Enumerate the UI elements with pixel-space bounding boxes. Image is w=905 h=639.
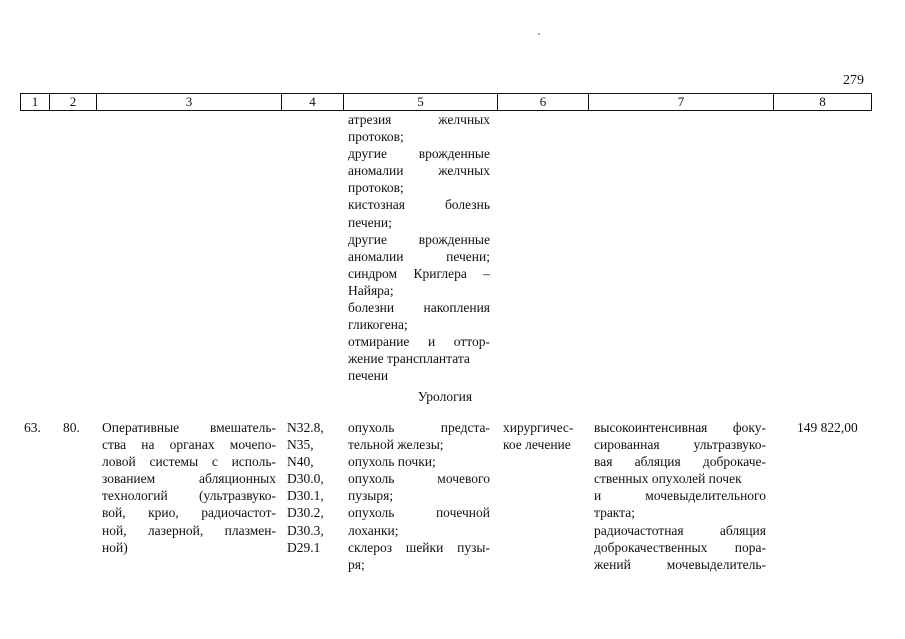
word: болезни [348, 300, 395, 316]
text-line [348, 504, 490, 521]
text-line [348, 299, 490, 316]
word: жений [594, 556, 631, 572]
text-line: пузыря; [348, 488, 394, 504]
word: шейки [405, 539, 444, 555]
word: Оперативные [102, 420, 180, 435]
text-line [594, 419, 766, 436]
word: исполь- [231, 454, 276, 470]
row-number: 63. [24, 420, 41, 435]
text-line [348, 419, 490, 436]
text-line: опухоль почки; [348, 454, 436, 470]
word: ной, [102, 522, 127, 538]
text-line [102, 453, 276, 470]
word: врожденные [418, 146, 490, 162]
word: опухоль [348, 505, 395, 521]
word: синдром [348, 265, 398, 281]
text-line [102, 487, 276, 504]
text-line [348, 111, 490, 128]
word: другие [348, 146, 387, 162]
text-line: тракта; [594, 505, 635, 521]
word: крио, [148, 505, 179, 521]
treatment-type [503, 419, 585, 453]
word: (ультразвуко- [199, 488, 276, 504]
word: лазерной, [147, 522, 204, 538]
text-line [594, 522, 766, 539]
intervention-description [102, 419, 276, 556]
word: – [483, 265, 490, 281]
text-line: гликогена; [348, 317, 408, 333]
text-line [594, 436, 766, 453]
word: с [211, 454, 218, 470]
header-cell: 2 [69, 94, 77, 109]
text-line: D30.1, [287, 488, 324, 504]
text-line [348, 470, 490, 487]
word: и [428, 334, 436, 350]
text-line [348, 145, 490, 162]
word: опухоль [348, 420, 395, 435]
section-title: Урология [417, 389, 473, 404]
header-cell: 5 [417, 94, 424, 109]
word: болезнь [444, 197, 490, 213]
word: аномалии [348, 163, 404, 179]
text-line [348, 196, 490, 213]
text-line: ственных опухолей почек [594, 471, 742, 487]
page-number: 279 [843, 73, 864, 88]
text-line [348, 231, 490, 248]
scan-speck [538, 33, 540, 35]
group-number: 80. [63, 420, 80, 435]
word: опухоль [348, 471, 395, 487]
word: высокоинтенсивная [594, 420, 708, 435]
word: кистозная [348, 197, 406, 213]
text-line: D29.1 [287, 539, 321, 555]
text-line: печени [348, 368, 389, 384]
word: доброкаче- [702, 454, 766, 470]
word: мочевого [437, 471, 490, 487]
word: отмирание [348, 334, 410, 350]
word: печени; [446, 248, 490, 264]
diagnosis-list [348, 419, 490, 573]
text-line: лоханки; [348, 522, 399, 538]
word: склероз [348, 539, 393, 555]
word: зованием [102, 471, 156, 487]
word: ультразвуко- [693, 437, 766, 453]
word: врожденные [418, 231, 490, 247]
word: абляция [634, 454, 681, 470]
word: ловой [102, 454, 136, 470]
norm-cost: 149 822,00 [797, 420, 858, 435]
header-cell: 4 [309, 94, 316, 109]
text-line: жение трансплантата [348, 351, 470, 367]
header-cell: 6 [539, 94, 547, 109]
word: абляция [719, 522, 766, 538]
text-line: ной) [102, 539, 128, 555]
text-line: печени; [348, 214, 392, 230]
header-cell: 3 [185, 94, 193, 109]
text-line: хирургичес- [503, 420, 574, 435]
word: атрезия [348, 112, 392, 127]
word: ства [102, 437, 127, 453]
text-line: N35, [287, 437, 314, 453]
text-line [348, 248, 490, 265]
text-line: D30.0, [287, 471, 324, 487]
treatment-method [594, 419, 766, 573]
header-cell: 8 [819, 94, 826, 109]
word: радиочастотная [594, 522, 684, 538]
text-line [102, 436, 276, 453]
word: сированная [594, 437, 660, 453]
word: Криглера [413, 265, 467, 281]
word: пора- [734, 539, 766, 555]
word: органах [169, 437, 215, 453]
text-line: протоков; [348, 180, 404, 196]
word: мочепо- [229, 437, 276, 453]
word: аномалии [348, 248, 404, 264]
word: абляционных [199, 471, 276, 487]
text-line [594, 556, 766, 573]
word: и [594, 488, 602, 504]
word: желчных [438, 163, 490, 179]
text-line [102, 522, 276, 539]
word: накопления [423, 300, 490, 316]
text-line [348, 539, 490, 556]
word: почечной [435, 505, 490, 521]
header-cell: 1 [31, 94, 39, 109]
icd-codes [287, 419, 335, 556]
text-line [594, 539, 766, 556]
word: другие [348, 231, 387, 247]
text-line [102, 419, 276, 436]
word: мочевыделительного [645, 488, 766, 504]
text-line [348, 333, 490, 350]
text-line: Найяра; [348, 282, 394, 298]
word: мочевыделитель- [666, 556, 766, 572]
word: вмешатель- [210, 420, 276, 435]
word: на [141, 437, 155, 453]
text-line [102, 504, 276, 521]
word: радиочастот- [201, 505, 276, 521]
text-line: D30.3, [287, 522, 324, 538]
text-line [594, 453, 766, 470]
table-header-row [20, 93, 872, 111]
word: плазмен- [224, 522, 276, 538]
text-line: тельной железы; [348, 437, 444, 453]
word: вой, [102, 505, 126, 521]
text-line: ря; [348, 556, 365, 572]
text-line [348, 162, 490, 179]
word: фоку- [732, 420, 766, 435]
word: предста- [440, 420, 490, 435]
header-cell: 7 [677, 94, 685, 109]
text-line: кое лечение [503, 437, 571, 453]
word: желчных [438, 112, 490, 127]
text-line [102, 470, 276, 487]
text-line: D30.2, [287, 505, 324, 521]
text-line: N32.8, [287, 420, 324, 435]
word: доброкачественных [594, 539, 708, 555]
word: системы [149, 454, 199, 470]
word: пузы- [457, 539, 490, 555]
text-line: N40, [287, 454, 314, 470]
word: оттор- [453, 334, 490, 350]
text-line: протоков; [348, 129, 404, 145]
diagnosis-continuation-list [348, 111, 490, 385]
word: вая [594, 454, 613, 470]
text-line [594, 487, 766, 504]
word: технологий [102, 488, 168, 504]
text-line [348, 265, 490, 282]
